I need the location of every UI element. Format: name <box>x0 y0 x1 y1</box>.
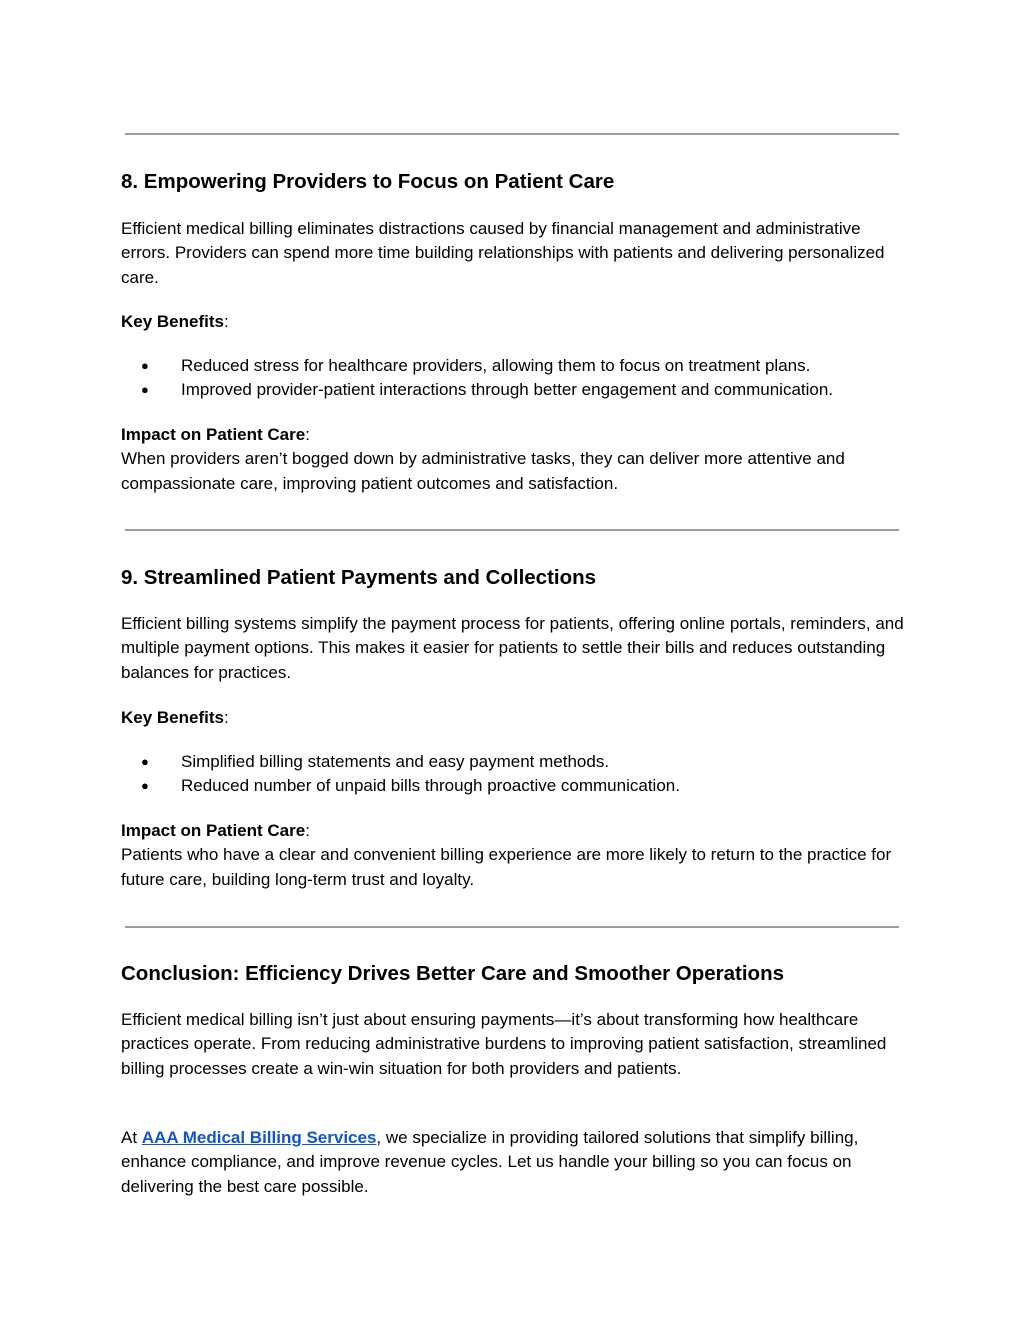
section-intro: Efficient billing systems simplify the payment process for patients, offering online portals, reminders, and multiple payment options. This makes it easier for patients to settle their bills and reduces outstanding balances for practices. <box>121 614 904 682</box>
section-intro: Efficient medical billing eliminates distractions caused by financial management and administrative errors. Providers can spend more time building relationships with patients and delivering personalized care. <box>121 219 885 287</box>
list-item-text: Reduced stress for healthcare providers, allowing them to focus on treatment plans. <box>181 356 811 375</box>
list-item <box>121 354 911 378</box>
benefits-list <box>121 354 911 403</box>
key-benefits-label: Key Benefits <box>121 708 224 727</box>
conclusion-cta-paragraph <box>121 1126 911 1199</box>
conclusion-paragraph: Efficient medical billing isn’t just about ensuring payments—it’s about transforming how healthcare practices operate. From reducing administrative burdens to improving patient satisfaction, streamlined billing processes create a win-win situation for both providers and patients. <box>121 1010 887 1078</box>
impact-label: Impact on Patient Care <box>121 425 306 444</box>
cta-suffix: , we specialize in providing tailored solutions that simplify billing, enhance compliance, and improve revenue cycles. Let us handle your billing so you can focus on delivering the best care possible. <box>121 1128 859 1196</box>
key-benefits-line <box>121 310 911 334</box>
benefits-list <box>121 750 911 799</box>
key-benefits-line <box>121 706 911 730</box>
bullet-icon: ● <box>141 358 149 373</box>
company-link[interactable]: AAA Medical Billing Services <box>141 1128 377 1147</box>
horizontal-rule <box>125 529 899 531</box>
colon: : <box>305 821 310 840</box>
list-item-text: Reduced number of unpaid bills through proactive communication. <box>181 776 680 796</box>
section-heading: 9. Streamlined Patient Payments and Collections <box>121 566 597 589</box>
key-benefits-label: Key Benefits <box>121 312 224 331</box>
section-heading: 8. Empowering Providers to Focus on Patient Care <box>121 170 615 193</box>
list-item <box>121 774 911 798</box>
impact-text: When providers aren’t bogged down by administrative tasks, they can deliver more attentive and compassionate care, improving patient outcomes and satisfaction. <box>121 449 845 493</box>
horizontal-rule <box>125 133 899 135</box>
bullet-icon: ● <box>141 382 149 398</box>
impact-label: Impact on Patient Care <box>121 821 306 840</box>
impact-text: Patients who have a clear and convenient billing experience are more likely to return to the practice for future care, building long-term trust and loyalty. <box>121 845 892 889</box>
list-item <box>121 750 911 774</box>
conclusion-heading: Conclusion: Efficiency Drives Better Care and Smoother Operations <box>121 962 784 985</box>
cta-prefix: At <box>121 1128 142 1147</box>
impact-block <box>121 819 911 892</box>
colon: : <box>223 708 229 727</box>
list-item-text: Simplified billing statements and easy payment methods. <box>181 752 610 771</box>
list-item-text: Improved provider-patient interactions through better engagement and communication. <box>181 380 834 400</box>
bullet-icon: ● <box>141 754 149 769</box>
colon: : <box>223 312 229 331</box>
colon: : <box>305 425 310 444</box>
impact-block <box>121 423 911 496</box>
list-item <box>121 378 911 402</box>
bullet-icon: ● <box>141 778 149 794</box>
horizontal-rule <box>125 926 899 928</box>
